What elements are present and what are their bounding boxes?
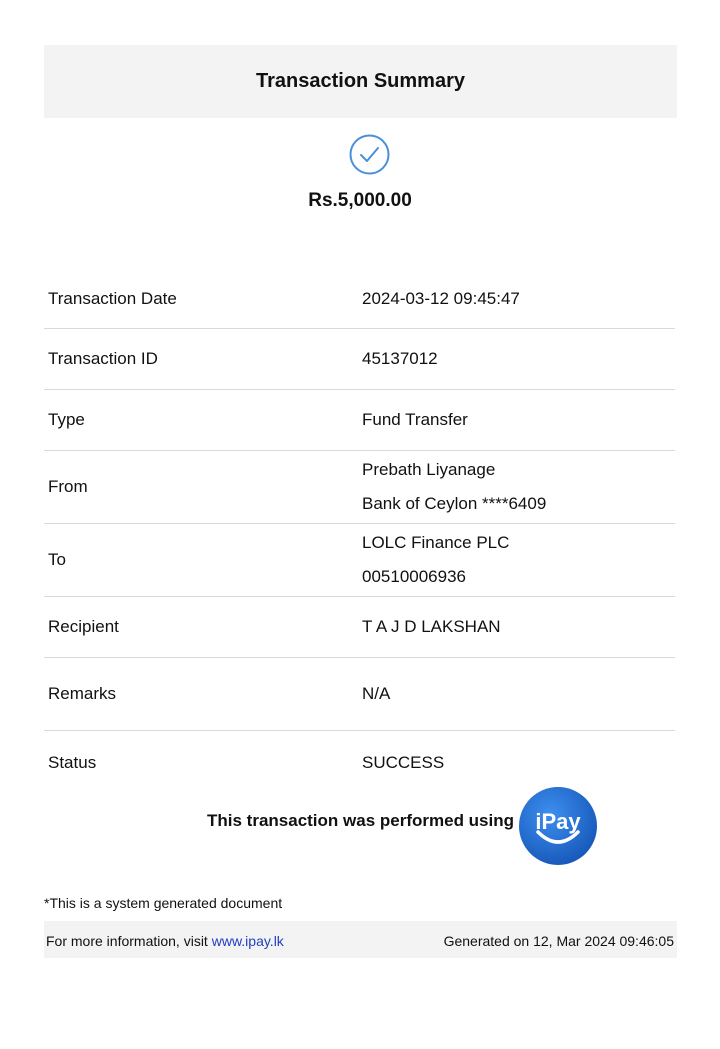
value-from [362,460,546,514]
row-to [44,524,675,597]
row-from [44,451,675,524]
page-title: Transaction Summary [256,70,465,92]
ipay-website-link[interactable]: www.ipay.lk [211,933,284,949]
system-generated-note: *This is a system generated document [44,895,283,911]
row-remarks [44,658,675,731]
footer-info [46,933,284,949]
label-type: Type [48,410,85,429]
performed-using [0,786,720,864]
value-transaction-date: 2024-03-12 09:45:47 [362,289,520,308]
row-transaction-id [44,329,675,390]
row-type [44,390,675,451]
label-to: To [48,550,66,569]
label-from: From [48,477,88,496]
label-status: Status [48,753,97,772]
transaction-amount: Rs.5,000.00 [308,190,412,211]
row-transaction-date [44,270,675,329]
from-name: Prebath Liyanage [362,460,496,479]
row-recipient [44,597,675,658]
ipay-logo [518,786,598,866]
value-remarks: N/A [362,684,391,703]
value-transaction-id: 45137012 [362,349,438,368]
value-type: Fund Transfer [362,410,468,429]
label-transaction-date: Transaction Date [48,289,177,308]
generated-timestamp: Generated on 12, Mar 2024 09:46:05 [443,933,674,949]
ipay-logo-text: iPay [535,809,581,834]
label-remarks: Remarks [48,684,117,703]
from-account: Bank of Ceylon ****6409 [362,494,547,513]
label-transaction-id: Transaction ID [48,349,158,368]
value-recipient: T A J D LAKSHAN [362,617,501,636]
footer-info-prefix: For more information, visit [46,933,212,949]
details-table [44,270,675,795]
footer-bar [44,921,677,958]
value-to [362,533,509,587]
check-circle-icon [349,134,390,175]
to-account: 00510006936 [362,567,467,586]
to-name: LOLC Finance PLC [362,533,510,552]
summary-header [44,45,677,118]
value-status: SUCCESS [362,753,445,772]
performed-using-text: This transaction was performed using [207,811,515,830]
label-recipient: Recipient [48,617,119,636]
